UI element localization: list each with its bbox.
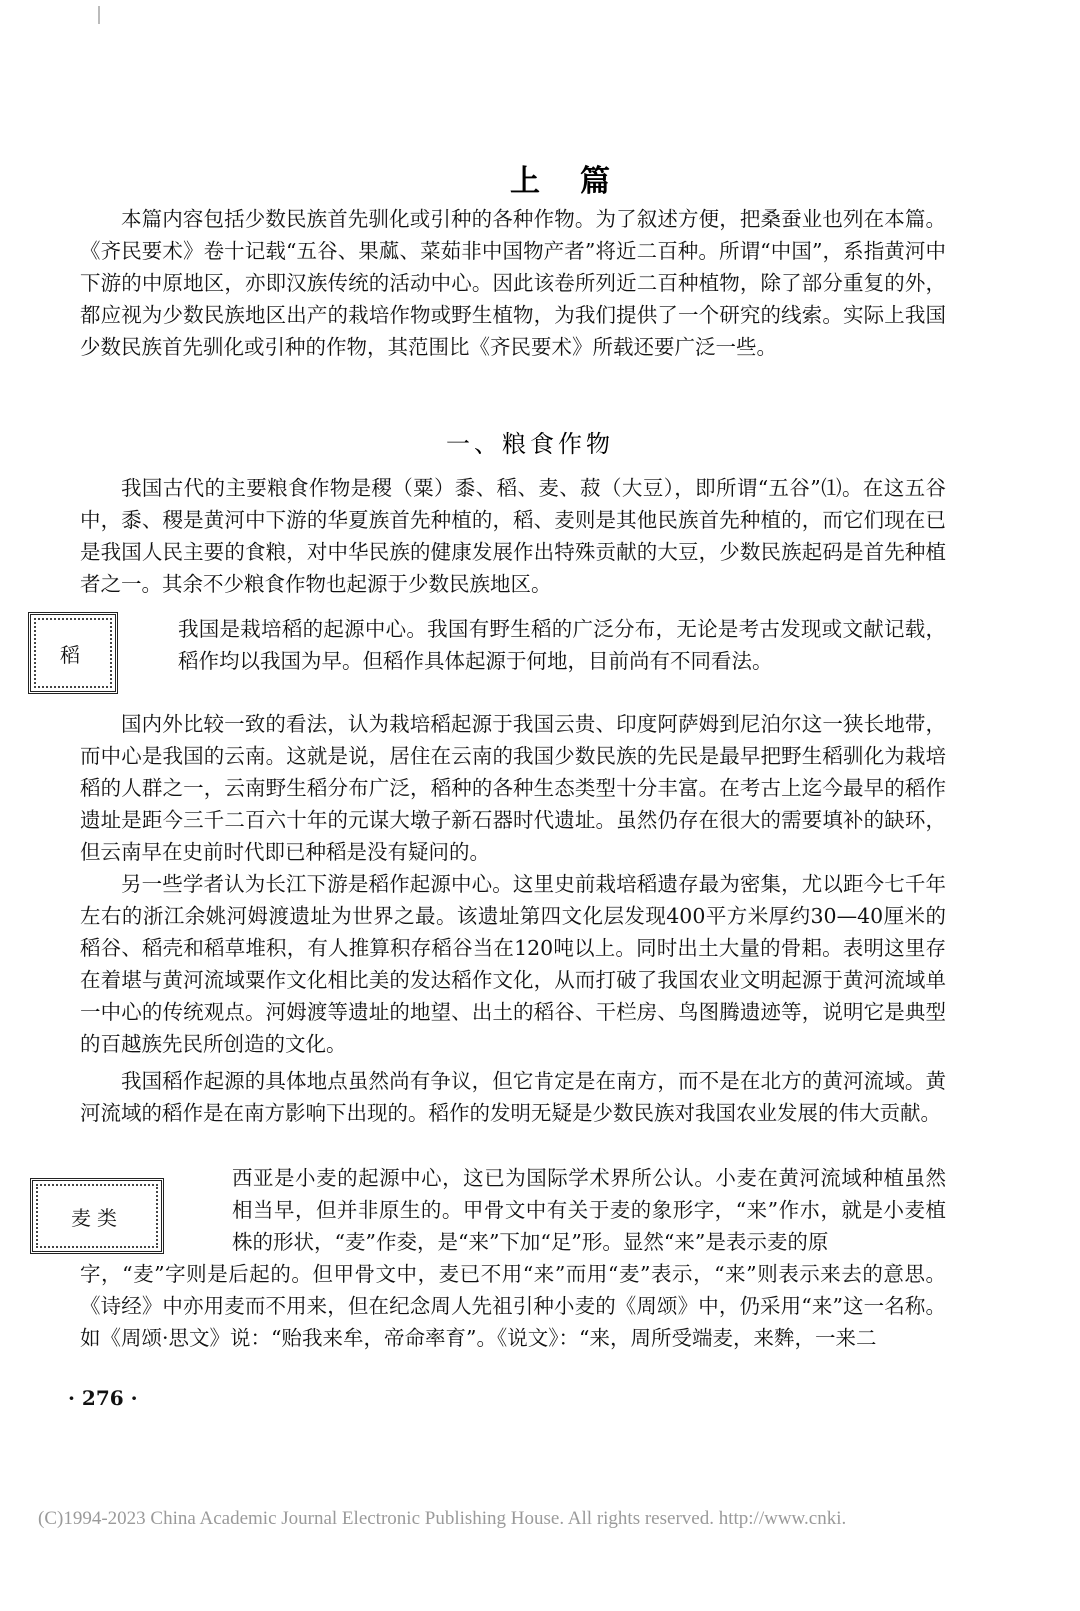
wheat-side-heading-label: 麦类 bbox=[71, 1205, 123, 1230]
wheat-side-heading bbox=[30, 1178, 164, 1254]
wheat-paragraph-2: 字，“麦”字则是后起的。但甲骨文中，麦已不用“来”而用“麦”表示，“来”则表示来去的意思。《诗经》中亦用麦而不用来，但在纪念周人先祖引种小麦的《周颂》中，仍采用“来”这一名称。如《周颂·思文》说：“贻我来牟，帝命率育”。《说文》：“来，周所受端麦，来麰，一来二 bbox=[80, 1262, 946, 1350]
wheat-paragraph-1: 西亚是小麦的起源中心，这已为国际学术界所公认。小麦在黄河流域种植虽然相当早，但并非原生的。甲骨文中有关于麦的象形字，“来”作朩，就是小麦植株的形状，“麦”作夌，是“来”下加“足”形。显然“来”是表示麦的原 bbox=[232, 1166, 946, 1254]
copyright-footer: (C)1994-2023 China Academic Journal Electronic Publishing House. All rights reserved. http://www.cnki. bbox=[38, 1508, 847, 1529]
rice-side-heading-label: 稻 bbox=[60, 642, 86, 667]
rice-paragraph-3: 另一些学者认为长江下游是稻作起源中心。这里史前栽培稻遗存最为密集，尤以距今七千年左右的浙江余姚河姆渡遗址为世界之最。该遗址第四文化层发现400平方米厚约30—40厘米的稻谷、稻壳和稻草堆积，有人推算积存稻谷当在120吨以上。同时出土大量的骨耜。表明这里存在着堪与黄河流域粟作文化相比美的发达稻作文化，从而打破了我国农业文明起源于黄河流域单一中心的传统观点。河姆渡等遗址的地望、出土的稻谷、干栏房、鸟图腾遗迹等，说明它是典型的百越族先民所创造的文化。 bbox=[80, 872, 946, 1056]
rice-side-heading bbox=[28, 612, 118, 694]
rice-paragraph-4: 我国稻作起源的具体地点虽然尚有争议，但它肯定是在南方，而不是在北方的黄河流域。黄河流域的稻作是在南方影响下出现的。稻作的发明无疑是少数民族对我国农业发展的伟大贡献。 bbox=[80, 1069, 946, 1125]
rice-paragraph-2: 国内外比较一致的看法，认为栽培稻起源于我国云贵、印度阿萨姆到尼泊尔这一狭长地带，而中心是我国的云南。这就是说，居住在云南的我国少数民族的先民是最早把野生稻驯化为栽培稻的人群之一，云南野生稻分布广泛，稻种的各种生态类型十分丰富。在考古上迄今最早的稻作遗址是距今三千二百六十年的元谋大墩子新石器时代遗址。虽然仍存在很大的需要填补的缺环，但云南早在史前时代即已种稻是没有疑问的。 bbox=[80, 712, 946, 864]
page-number: · 276 · bbox=[68, 1386, 138, 1410]
part-title: 上篇 bbox=[510, 164, 650, 200]
grain-paragraph: 我国古代的主要粮食作物是稷（粟）黍、稻、麦、菽（大豆），即所谓“五谷”⑴。在这五谷中，黍、稷是黄河中下游的华夏族首先种植的，稻、麦则是其他民族首先种植的，而它们现在已是我国人民主要的食粮，对中华民族的健康发展作出特殊贡献的大豆，少数民族起码是首先种植者之一。其余不少粮食作物也起源于少数民族地区。 bbox=[80, 476, 946, 596]
intro-paragraph: 本篇内容包括少数民族首先驯化或引种的各种作物。为了叙述方便，把桑蚕业也列在本篇。《齐民要术》卷十记载“五谷、果蓏、菜茹非中国物产者”将近二百种。所谓“中国”，系指黄河中下游的中原地区，亦即汉族传统的活动中心。因此该卷所列近二百种植物，除了部分重复的外，都应视为少数民族地区出产的栽培作物或野生植物，为我们提供了一个研究的线索。实际上我国少数民族首先驯化或引种的作物，其范围比《齐民要术》所载还要广泛一些。 bbox=[80, 207, 946, 359]
scan-mark bbox=[98, 6, 100, 24]
chapter-title: 一、粮食作物 bbox=[446, 429, 614, 458]
rice-paragraph-1: 我国是栽培稻的起源中心。我国有野生稻的广泛分布，无论是考古发现或文献记载，稻作均以我国为早。但稻作具体起源于何地，目前尚有不同看法。 bbox=[178, 617, 946, 673]
